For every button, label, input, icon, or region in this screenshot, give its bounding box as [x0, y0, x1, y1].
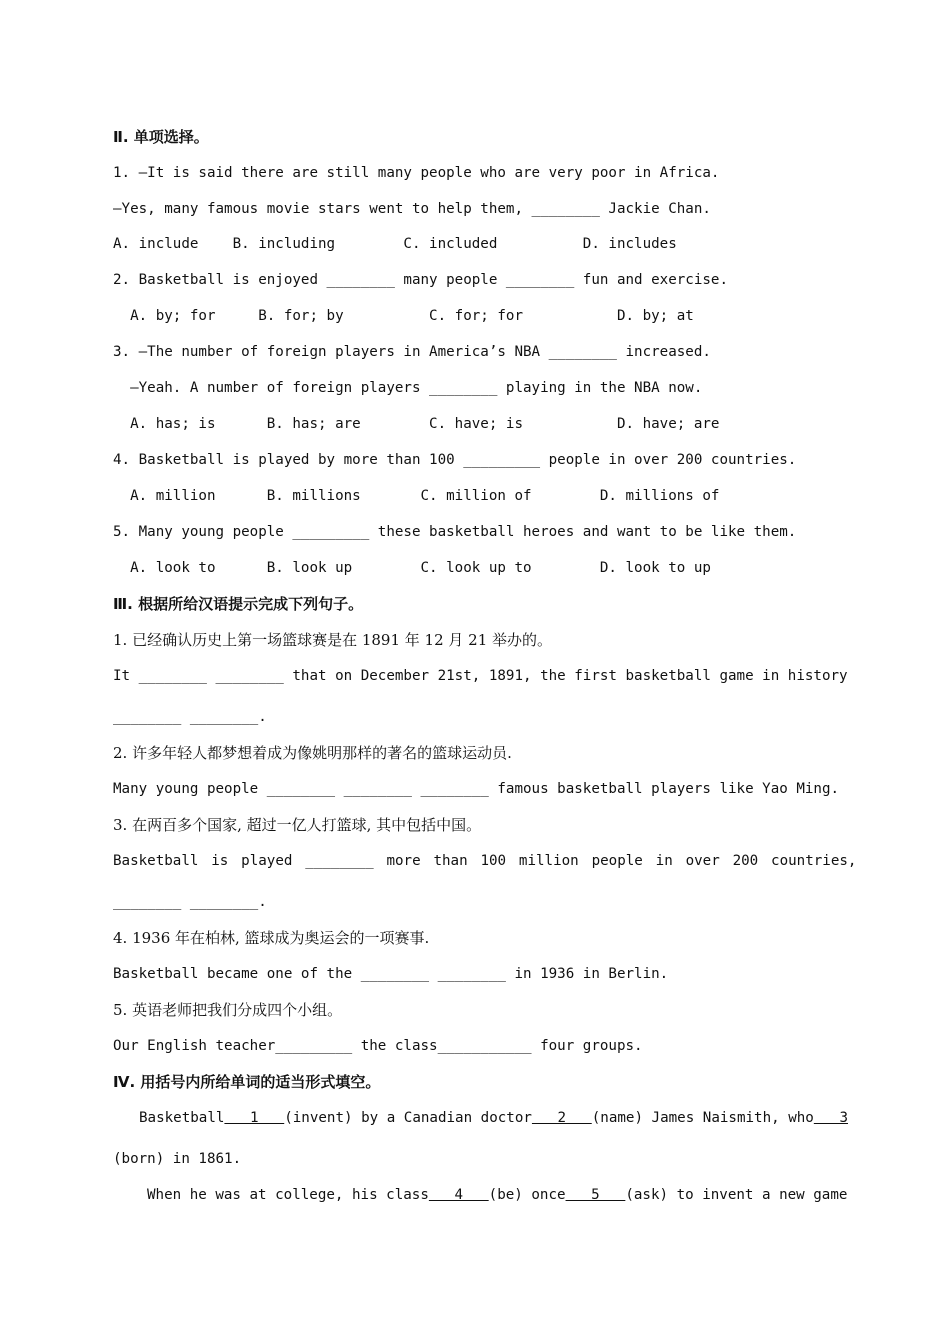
blank-4: 4 [428, 1187, 489, 1203]
question-5-stem: 5. Many young people _________ these basketball heroes and want to be like them. [113, 524, 797, 540]
blank-3: 3 [813, 1110, 848, 1126]
passage-text: (invent) by a Canadian doctor [284, 1110, 532, 1126]
blank-2: 2 [531, 1110, 592, 1126]
question-4-options: A. million B. millions C. million of D. millions of [113, 488, 720, 504]
sentence-5-chinese: 5. 英语老师把我们分成四个小组。 [113, 1001, 343, 1019]
passage-line-2 [147, 1185, 848, 1205]
sentence-2-english: Many young people ________ ________ ________ famous basketball players like Yao Ming. [113, 781, 840, 797]
question-2-options: A. by; for B. for; by C. for; for D. by; at [113, 308, 694, 324]
sentence-4-chinese: 4. 1936 年在柏林, 篮球成为奥运会的一项赛事. [113, 929, 430, 947]
question-2-stem: 2. Basketball is enjoyed ________ many people ________ fun and exercise. [113, 272, 728, 288]
question-1-options: A. include B. including C. included D. includes [113, 236, 677, 252]
question-1-stem: 1. —It is said there are still many people who are very poor in Africa. [113, 165, 720, 181]
passage-text: (name) James Naismith, who [591, 1110, 814, 1126]
passage-text: (be) once [488, 1187, 566, 1203]
sentence-3-english: Basketball is played ________ more than 100 million people in over 200 countries, [113, 853, 857, 869]
sentence-5-english: Our English teacher_________ the class___________ four groups. [113, 1038, 643, 1054]
question-3-reply: —Yeah. A number of foreign players ________ playing in the NBA now. [113, 380, 703, 396]
question-3-options: A. has; is B. has; are C. have; is D. have; are [113, 416, 720, 432]
section-4-heading: Ⅳ. 用括号内所给单词的适当形式填空。 [113, 1073, 381, 1091]
blank-1: 1 [224, 1110, 285, 1126]
question-4-stem: 4. Basketball is played by more than 100 _________ people in over 200 countries. [113, 452, 797, 468]
sentence-2-chinese: 2. 许多年轻人都梦想着成为像姚明那样的著名的篮球运动员. [113, 744, 512, 762]
blank-5: 5 [565, 1187, 626, 1203]
passage-line-1-continued: (born) in 1861. [113, 1151, 242, 1167]
sentence-1-english-continued: ________ ________. [113, 709, 267, 725]
sentence-4-english: Basketball became one of the ________ ________ in 1936 in Berlin. [113, 966, 669, 982]
sentence-3-english-continued: ________ ________. [113, 894, 267, 910]
passage-text: (ask) to invent a new game [625, 1187, 848, 1203]
passage-text: When he was at college, his class [147, 1187, 429, 1203]
passage-line-1 [139, 1108, 848, 1128]
section-3-heading: Ⅲ. 根据所给汉语提示完成下列句子。 [113, 595, 364, 613]
question-5-options: A. look to B. look up C. look up to D. look to up [113, 560, 711, 576]
question-1-reply: —Yes, many famous movie stars went to help them, ________ Jackie Chan. [113, 201, 711, 217]
sentence-3-chinese: 3. 在两百多个国家, 超过一亿人打篮球, 其中包括中国。 [113, 816, 482, 834]
sentence-1-chinese: 1. 已经确认历史上第一场篮球赛是在 1891 年 12 月 21 举办的。 [113, 631, 553, 649]
section-2-heading: Ⅱ. 单项选择。 [113, 128, 209, 146]
sentence-1-english: It ________ ________ that on December 21st, 1891, the first basketball game in history [113, 668, 848, 684]
question-3-stem: 3. —The number of foreign players in America’s NBA ________ increased. [113, 344, 711, 360]
passage-text: Basketball [139, 1110, 225, 1126]
